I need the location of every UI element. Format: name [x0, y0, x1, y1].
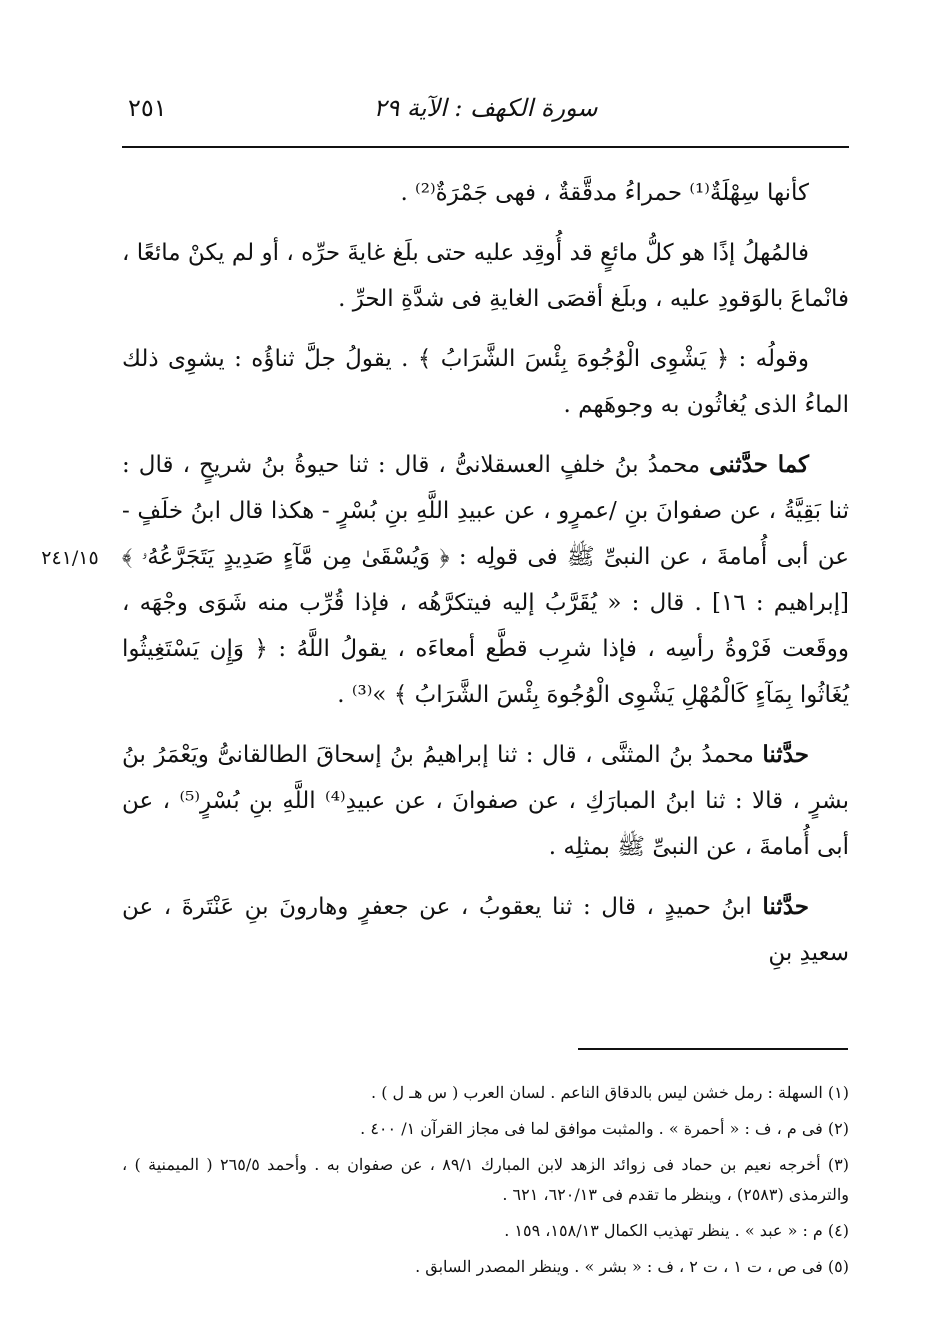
footnote: (٤) م : « عبد » . ينظر تهذيب الكمال ١٥٨/١٣، ١٥٩ . [504, 1221, 849, 1240]
paragraph-text: ابنُ حميدٍ ، قال : ثنا يعقوبُ ، عن جعفرٍ وهارونَ بنِ عَنْتَرةَ ، عن سعيدِ بنِ [122, 894, 849, 966]
footnote: (٣) أخرجه نعيم بن حماد فى زوائد الزهد لابن المبارك ٨٩/١ ، عن صفوان به . وأحمد ٢٦٥/٥ ( الميمنية ) ، والترمذى (٢٥٨٣) ، وينظر ما تقدم فى ٦٢٠/١٣، ٦٢١ . [122, 1155, 849, 1204]
paragraph-text: وقولُه : ﴿ يَشْوِى الْوُجُوهَ بِئْسَ الشَّرَابُ ﴾ . يقولُ جلَّ ثناؤُه : يشوِى ذلك الماءُ الذى يُغاثُون به وجوهَهم . [122, 346, 849, 418]
page-number: ٢٥١ [128, 94, 167, 122]
paragraph [122, 336, 849, 428]
paragraph-lead: كما حدَّثنى [709, 451, 809, 478]
paragraph-text: فالمُهلُ إذًا هو كلُّ مائعٍ قد أُوقِد عليه حتى بلَغ غايةَ حرِّه ، أو لم يكنْ مائعًا ، فانْماعَ بالوَقودِ عليه ، وبلَغ أقصَى الغايةِ فى شدَّةِ الحرِّ . [122, 240, 849, 312]
margin-reference: ٢٤١/١٥ [41, 547, 99, 569]
paragraph-text: كأنها سِهْلَةٌ⁽¹⁾ حمراءُ مدقَّقةٌ ، فهى جَمْرَةٌ⁽²⁾ . [400, 180, 809, 206]
paragraph-text: محمدُ بنُ المثنَّى ، قال : ثنا إبراهيمُ بنُ إسحاقَ الطالقانىُّ ويَعْمَرُ بنُ بشرٍ ، قالا : ثنا ابنُ المبارَكِ ، عن صفوانَ ، عن عبيدِ⁽⁴⁾ اللَّهِ بنِ بُسْرٍ⁽⁵⁾ ، عن أبى أُمامةَ ، عن النبىِّ ﷺ بمثلِه . [122, 742, 849, 860]
footnotes [122, 1078, 849, 1288]
paragraph [122, 170, 849, 216]
footnote: (٥) فى ص ، ت ١ ، ت ٢ ، ف : « بشر » . وينظر المصدر السابق . [415, 1257, 849, 1276]
paragraph-lead: حدَّثنا [762, 893, 809, 920]
paragraph [122, 732, 849, 870]
paragraph-lead: حدَّثنا [762, 741, 809, 768]
paragraph [122, 230, 849, 322]
header-divider [122, 146, 849, 148]
main-text [122, 170, 849, 990]
paragraph-text: محمدُ بنُ خلفٍ العسقلانىُّ ، قال : ثنا حيوةُ بنُ شريحٍ ، قال : ثنا بَقِيَّةُ ، عن صفوانَ بنِ /عمرٍو ، عن عبيدِ اللَّهِ بنِ بُسْرٍ - هكذا قال ابنُ خلَفٍ - عن أبى أُمامةَ ، عن النبىِّ ﷺ فى قولِه : ﴿ وَيُسْقَىٰ مِن مَّآءٍ صَدِيدٍ يَتَجَرَّعُهُۥ ﴾ [إبراهيم : ١٦] . قال : « يُقَرَّبُ إليه فيتكرَّهُه ، فإذا قُرِّب منه شَوَى وجْهَه ، ووقَعت فَرْوةُ رأسِه ، فإذا شرِب قطَّع أمعاءَه ، يقولُ اللَّهُ : ﴿ وَإِن يَسْتَغِيثُوا يُغَاثُوا بِمَآءٍ كَالْمُهْلِ يَشْوِى الْوُجُوهَ بِئْسَ الشَّرَابُ ﴾ »⁽³⁾ . [122, 452, 850, 708]
footnote-divider [578, 1048, 848, 1050]
chapter-title: سورة الكهف : الآية ٢٩ [373, 94, 598, 122]
paragraph [122, 884, 849, 976]
running-head [122, 92, 849, 132]
paragraph [122, 442, 849, 718]
footnote: (٢) فى م ، ف : « أحمرة » . والمثبت موافق لما فى مجاز القرآن ١/ ٤٠٠ . [360, 1119, 849, 1138]
footnote: (١) السهلة : رمل خشن ليس بالدقاق الناعم . لسان العرب ( س هـ ل ) . [371, 1083, 849, 1102]
